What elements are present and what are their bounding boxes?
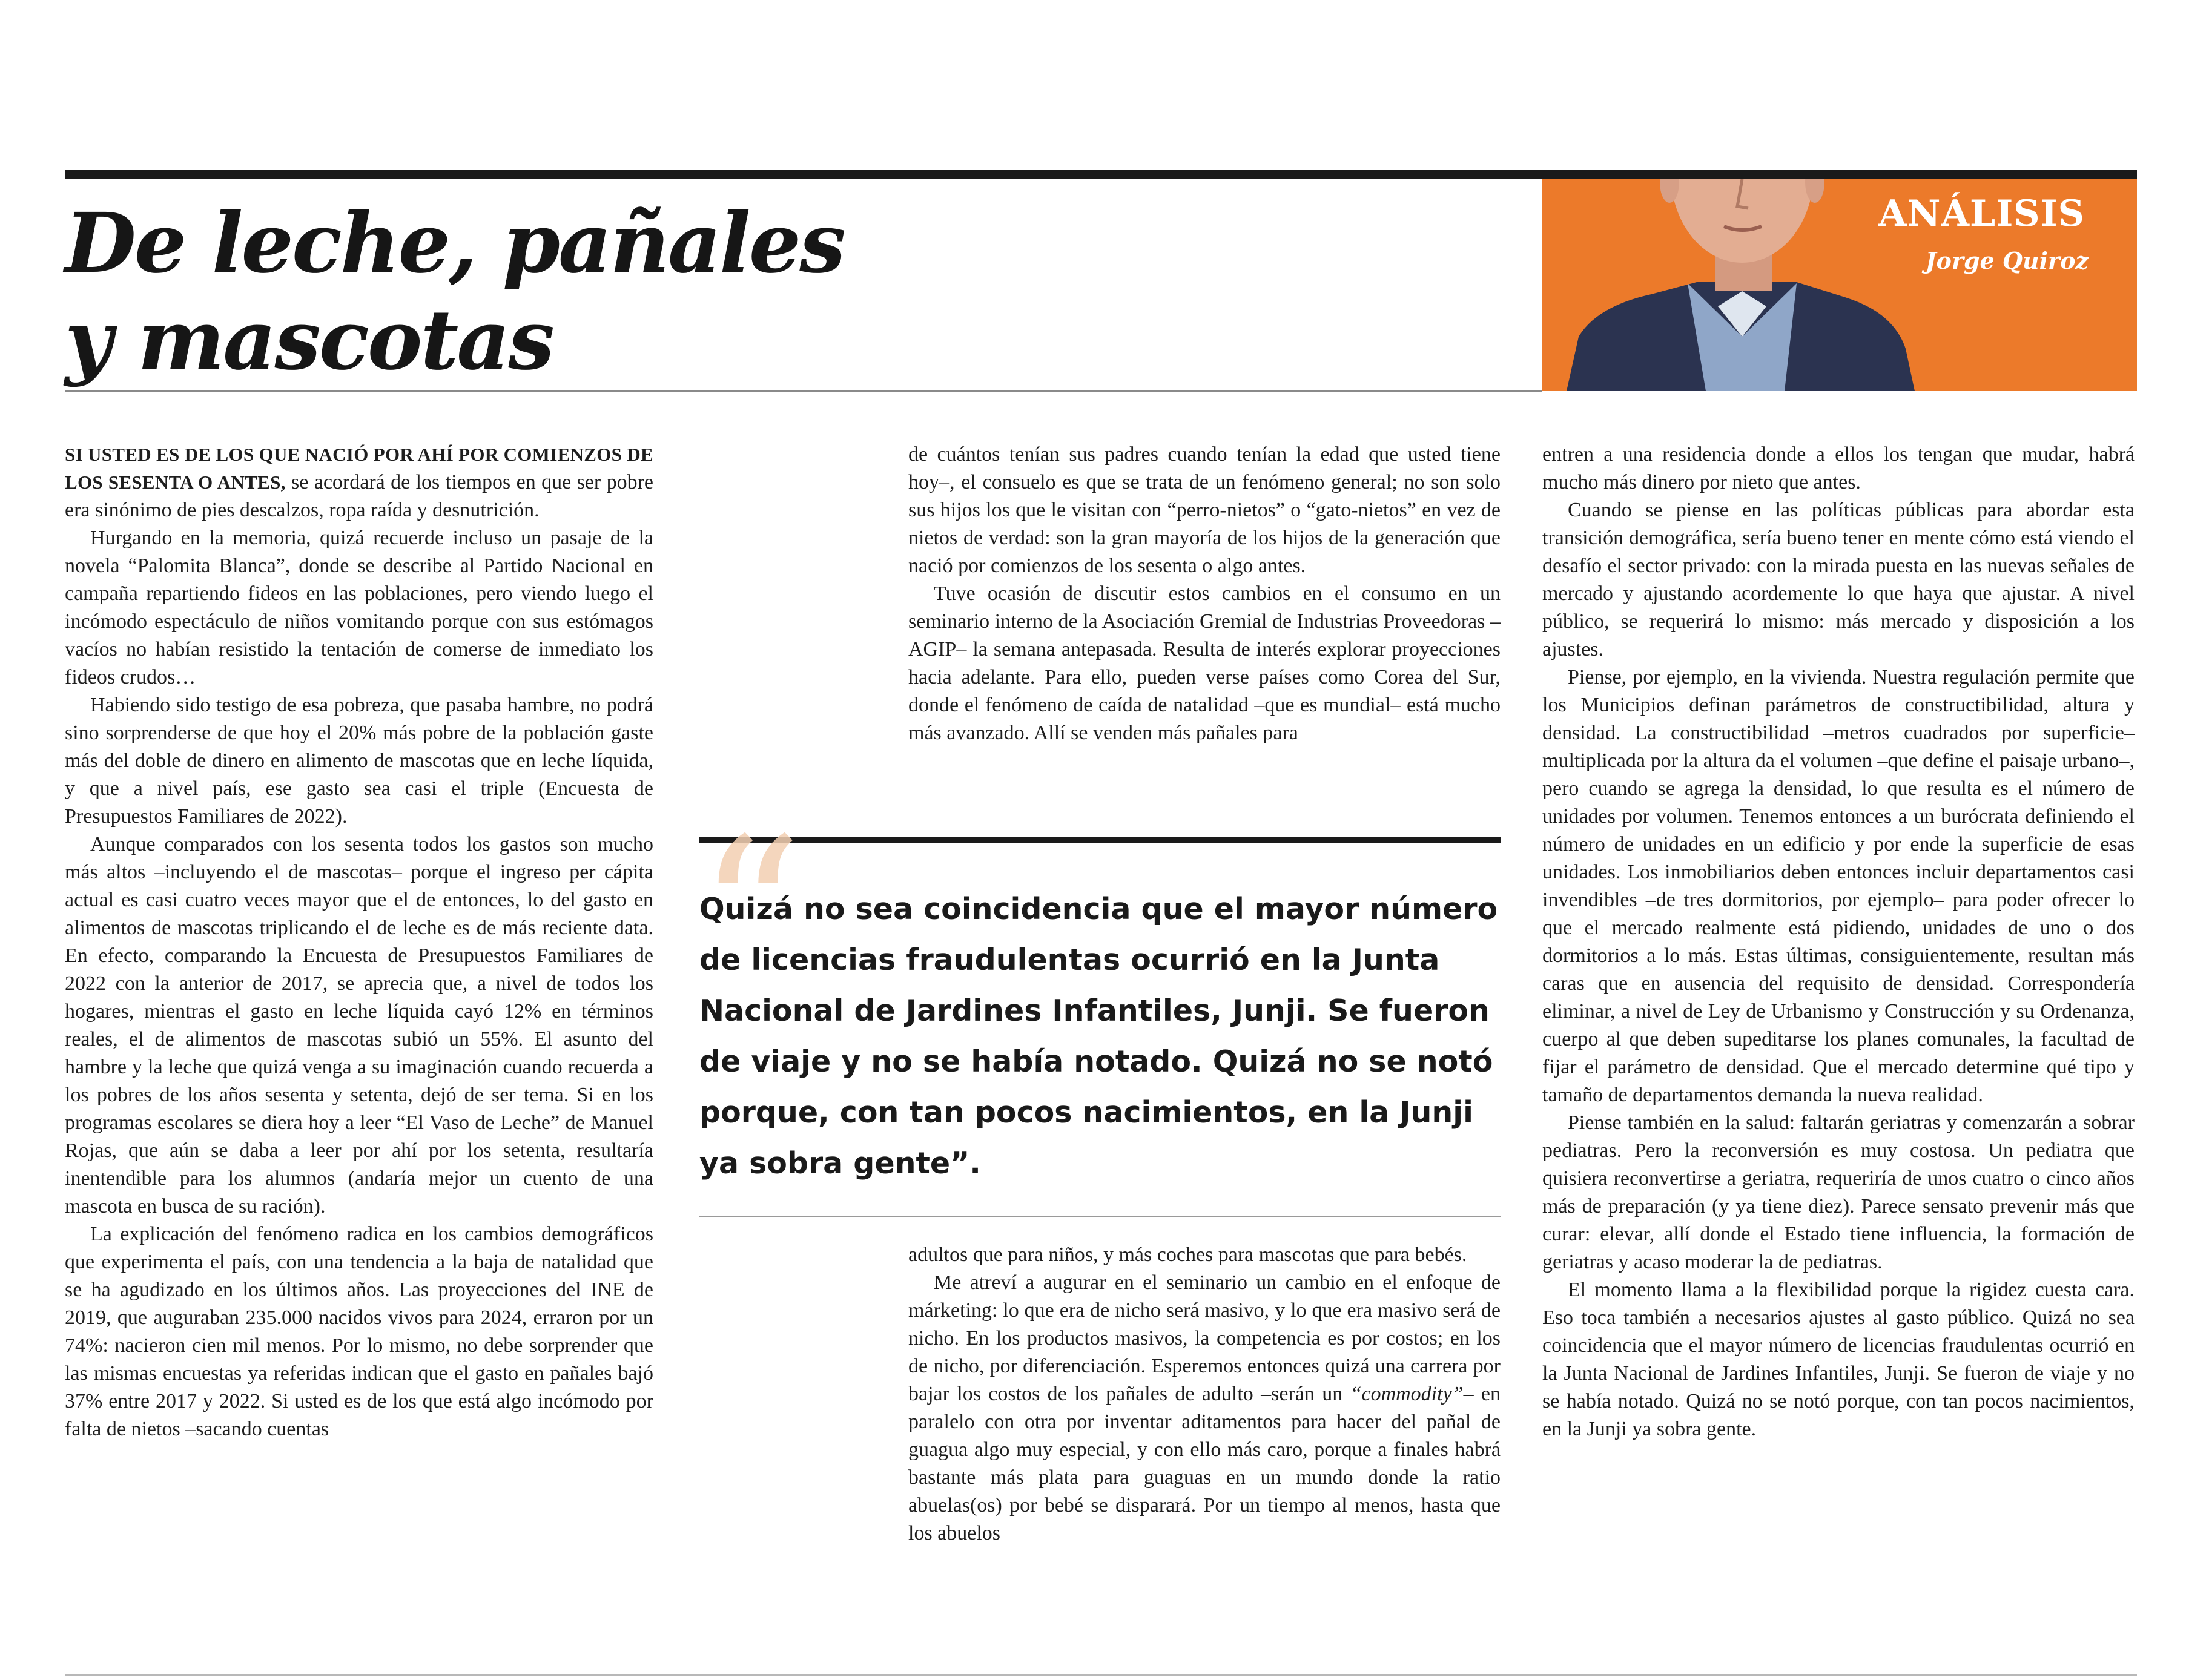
paragraph-text: – en paralelo con otra por inventar aditamentos para hacer del pañal de guagua algo muy especial, y con ello más caro, porque a finales habrá bastante más plata para guaguas en un mundo donde la ratio abuelas(os) por bebé se disparará. Por un tiempo al menos, hasta que los abuelos: [908, 1383, 1501, 1544]
paragraph: entren a una residencia donde a ellos los tengan que mudar, habrá mucho más dinero por nieto que antes.: [1542, 443, 2135, 493]
paragraph: de cuántos tenían sus padres cuando tenían la edad que usted tiene hoy–, el consuelo es que se trata de un fenómeno general; no son solo sus hijos los que le visitan con “perro-nietos” o “gato-nietos” en vez de nietos de verdad: son la gran mayoría de los hijos de la generación que nació por comienzos de los sesenta o algo antes.: [908, 443, 1501, 577]
paragraph: adultos que para niños, y más coches para mascotas que para bebés.: [908, 1244, 1467, 1266]
pull-quote-bottom-rule: [699, 1216, 1501, 1217]
author-banner: [1542, 179, 2137, 391]
paragraph: Piense también en la salud: faltarán geriatras y comenzarán a sobrar pediatras. Pero la reconversión es muy costosa. Un pediatra que quisiera reconvertirse a geriatra, requeriría de unos cuatro o cinco años más de preparación (y ya tiene diez). Parece sensato prevenir más que curar: elevar, allí donde el Estado tiene influencia, la formación de geriatras y acaso moderar la de pediatras.: [1542, 1112, 2135, 1273]
paragraph: [908, 1269, 1501, 1547]
commodity-term: “commodity”: [1350, 1383, 1464, 1405]
quote-mark-icon: “: [698, 794, 803, 1034]
paragraph: [65, 441, 653, 524]
headline-line-2: y mascotas: [65, 292, 553, 389]
article-column-2-top: [908, 441, 1501, 799]
author-name: Jorge Quiroz: [1925, 247, 2089, 274]
paragraph: La explicación del fenómeno radica en los cambios demográficos que experimenta el país, con una tendencia a la baja de natalidad que se ha agudizado en los últimos años. Las proyecciones del INE de 2019, que auguraban 235.000 nacidos vivos para 2024, erraron por un 74%: nacieron cien mil menos. Por lo mismo, no debe sorprender que las mismas encuestas ya referidas indican que el gasto en pañales bajó 37% entre 2017 y 2022. Si usted es de los que está algo incómodo por falta de nietos –sacando cuentas: [65, 1223, 653, 1440]
paragraph: Aunque comparados con los sesenta todos los gastos son mucho más altos –incluyendo el de mascotas– porque el ingreso per cápita actual es casi cuatro veces mayor que el de entonces, lo del gasto en alimentos de mascotas triplicando el de leche es de más reciente data. En efecto, comparando la Encuesta de Presupuestos Familiares de 2022 con la anterior de 2017, se aprecia que, a nivel de todos los hogares, mientras el gasto en leche líquida cayó 12% en términos reales, el de alimentos de mascotas subió un 55%. El asunto del hambre y la leche que quizá venga a su imaginación cuando recuerda a los pobres de los años sesenta y setenta, dejó de ser tema. Si en los programas escolares se diera hoy a leer “El Vaso de Leche” de Manuel Rojas, que aún se daba a leer por ahí por los setenta, resultaría inentendible para los alumnos (andaría mejor un cuento de una mascota en busca de su ración).: [65, 833, 653, 1217]
top-rule: [65, 170, 2137, 179]
section-label: ANÁLISIS: [1878, 193, 2085, 235]
headline: [65, 195, 973, 389]
article-column-3: [1542, 441, 2135, 1658]
paragraph: El momento llama a la flexibilidad porque la rigidez cuesta cara. Eso toca también a necesarios ajustes al gasto público. Quizá no sea coincidencia que el mayor número de licencias fraudulentas ocurrió en la Junta Nacional de Jardines Infantiles, Junji. Se fueron de viaje y no se había notado. Quizá no se notó porque, con tan pocos nacimientos, en la Junji ya sobra gente.: [1542, 1279, 2135, 1440]
author-portrait: [1542, 179, 1936, 391]
paragraph: Tuve ocasión de discutir estos cambios en el consumo en un seminario interno de la Asociación Gremial de Industrias Proveedoras –AGIP– la semana antepasada. Resulta de interés explorar proyecciones hacia adelante. Para ello, pueden verse países como Corea del Sur, donde el fenómeno de caída de natalidad –que es mundial– está mucho más avanzado. Allí se venden más pañales para: [908, 582, 1501, 744]
paragraph: Hurgando en la memoria, quizá recuerde incluso un pasaje de la novela “Palomita Blanca”, donde se describe al Partido Nacional en campaña repartiendo fideos en las poblaciones, pero viendo luego el incómodo espectáculo de niños vomitando porque con sus estómagos vacíos no habían resistido la tentación de comerse de inmediato los fideos crudos…: [65, 527, 653, 688]
lead-paragraph-text: se acordará de los tiempos en que ser pobre era sinónimo de pies descalzos, ropa raída y desnutrición.: [65, 471, 653, 521]
footer-rule: [65, 1674, 2137, 1676]
lead-in: SI USTED ES DE LOS QUE NACIÓ POR AHÍ POR COMIENZOS DE LOS SESENTA O ANTES,: [65, 444, 653, 493]
paragraph: Cuando se piense en las políticas públicas para abordar esta transición demográfica, sería bueno tener en mente cómo está viendo el desafío el sector privado: con la mirada puesta en las nuevas señales de mercado y ajustando acordemente lo que haya que ajustar. A nivel público, se requerirá lo mismo: más mercado y disposición a los ajustes.: [1542, 499, 2135, 660]
headline-divider: [65, 390, 1542, 392]
paragraph: Habiendo sido testigo de esa pobreza, que pasaba hambre, no podrá sino sorprenderse de que hoy el 20% más pobre de la población gaste más del doble de dinero en alimento de mascotas que en leche líquida, y que a nivel país, ese gasto sea casi el triple (Encuesta de Presupuestos Familiares de 2022).: [65, 694, 653, 828]
paragraph: Piense, por ejemplo, en la vivienda. Nuestra regulación permite que los Municipios definan parámetros de constructibilidad, altura y densidad. La constructibilidad –metros cuadrados por superficie– multiplicada por la altura da el volumen –que define el paisaje urbano–, pero cuando se agrega la densidad, lo que resulta es el número de unidades por volumen. Tenemos entonces a un burócrata definiendo el número de unidades en un edificio y por ende la superficie de esas unidades. Los inmobiliarios deben entonces incluir departamentos casi invendibles –de tres dormitorios, por ejemplo– para poder ofrecer lo que el mercado realmente está pidiendo, unidades de uno o dos dormitorios a lo más. Estas últimas, consiguientemente, resultan más caras que en ausencia del requisito de densidad. Correspondería eliminar, a nivel de Ley de Urbanismo y Construcción y su Ordenanza, cuerpo al que deben supeditarse los planes comunales, la facultad de fijar el parámetro de densidad. Que el mercado determine qué tipo y tamaño de departamentos demanda la nueva realidad.: [1542, 666, 2135, 1106]
article-column-2-bottom: [908, 1241, 1501, 1659]
paragraph-text: Me atreví a augurar en el seminario un cambio en el enfoque de márketing: lo que era de nicho será masivo, y lo que era masivo será de nicho. En los productos masivos, la competencia es por costos; en los de nicho, por diferenciación. Esperemos entonces quizá una carrera por bajar los costos de los pañales de adulto –serán un: [908, 1271, 1501, 1405]
article-column-1: [65, 441, 653, 1652]
headline-line-1: De leche, pañales: [65, 195, 844, 292]
pull-quote: Quizá no sea coincidencia que el mayor número de licencias fraudulentas ocurrió en la Junta Nacional de Jardines Infantiles, Junji. Se fueron de viaje y no se había notado. Quizá no se notó porque, con tan pocos nacimientos, en la Junji ya sobra gente”.: [699, 892, 1498, 1181]
